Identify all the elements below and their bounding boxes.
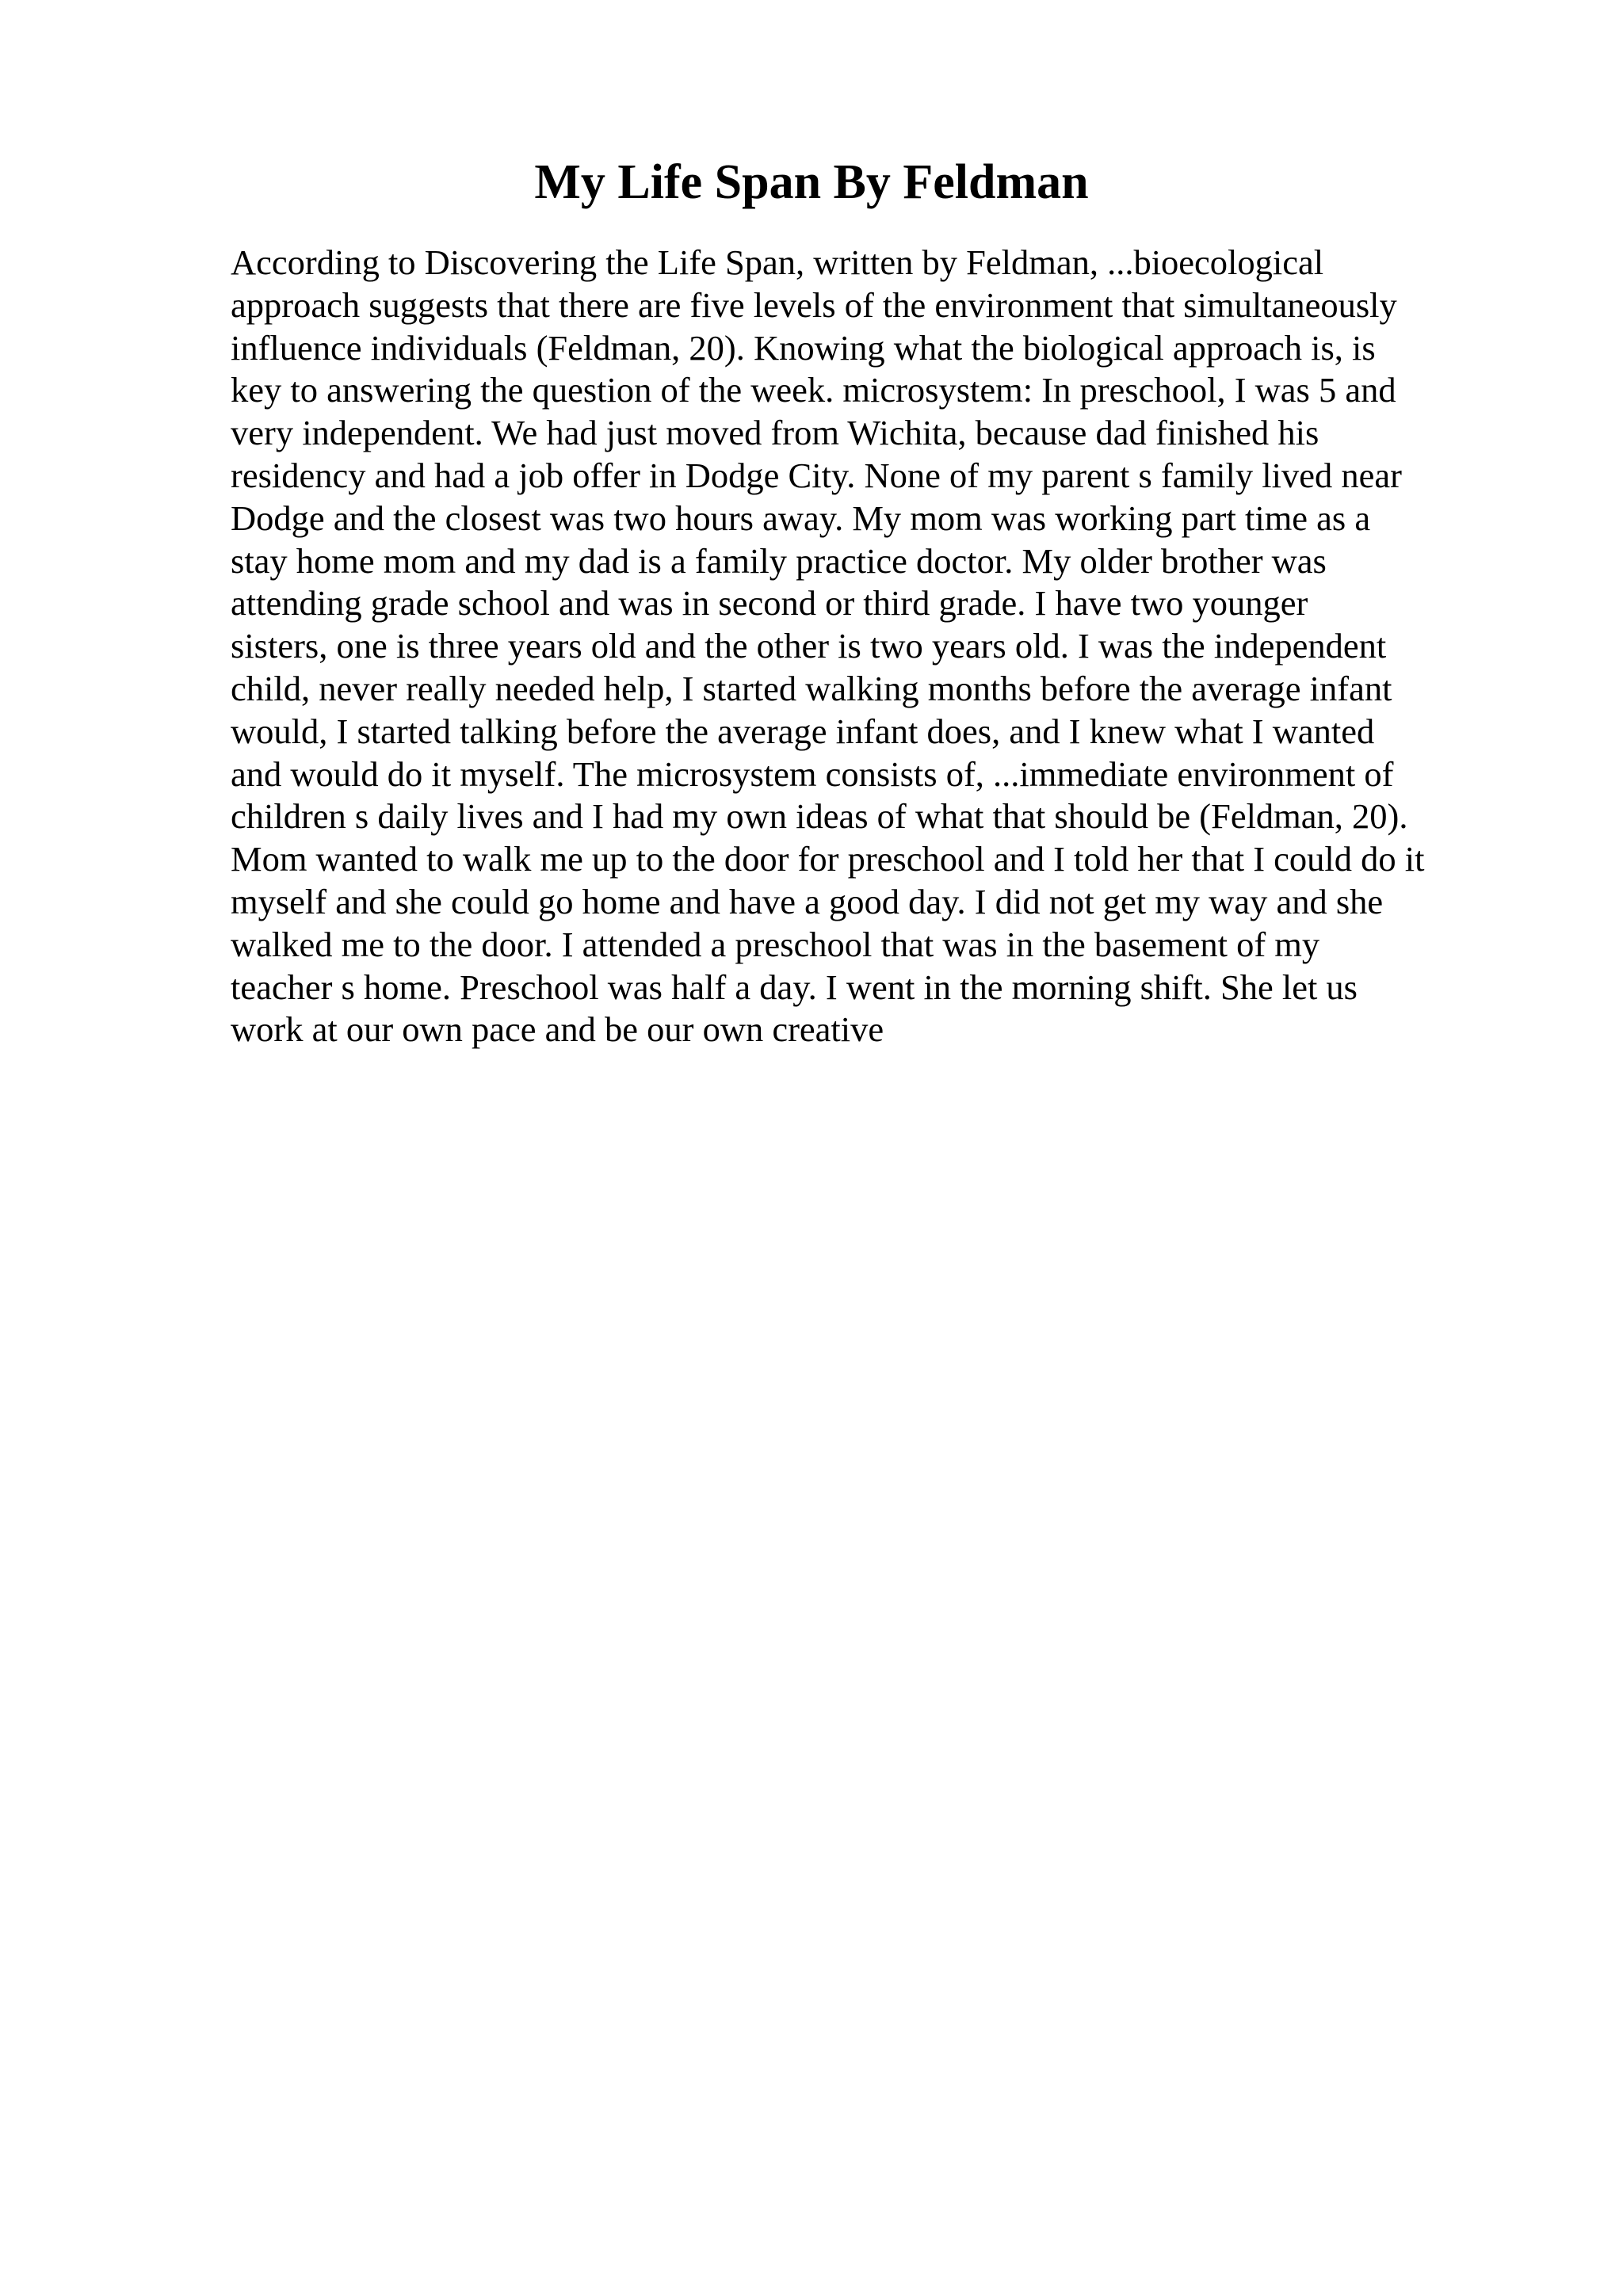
body-line: very independent. We had just moved from Wichita, because dad finished his	[231, 413, 1319, 453]
body-line: and would do it myself. The microsystem consists of, ...immediate environment of	[231, 753, 1394, 794]
body-line: sisters, one is three years old and the other is two years old. I was the independent	[231, 626, 1387, 666]
body-line: attending grade school and was in second or third grade. I have two younger	[231, 583, 1308, 624]
body-line: child, never really needed help, I started walking months before the average infant	[231, 668, 1392, 708]
body-line: would, I started talking before the average infant does, and I knew what I wanted	[231, 711, 1375, 751]
body-line: influence individuals (Feldman, 20). Knowing what the biological approach is, is	[231, 327, 1376, 368]
document-title: My Life Span By Feldman	[534, 155, 1089, 209]
body-line: work at our own pace and be our own creative	[231, 1009, 884, 1050]
body-line: stay home mom and my dad is a family practice doctor. My older brother was	[231, 540, 1327, 581]
body-line: Dodge and the closest was two hours away. My mom was working part time as a	[231, 498, 1371, 538]
body-line: approach suggests that there are five levels of the environment that simultaneously	[231, 284, 1397, 325]
body-line: myself and she could go home and have a good day. I did not get my way and she	[231, 881, 1384, 921]
body-line: residency and had a job offer in Dodge City. None of my parent s family lived near	[231, 455, 1402, 495]
document-body	[231, 242, 1514, 1051]
body-line: teacher s home. Preschool was half a day. I went in the morning shift. She let us	[231, 967, 1358, 1007]
body-line: According to Discovering the Life Span, written by Feldman, ...bioecological	[231, 242, 1324, 282]
body-line: key to answering the question of the week. microsystem: In preschool, I was 5 and	[231, 370, 1396, 410]
body-line: Mom wanted to walk me up to the door for preschool and I told her that I could do it	[231, 839, 1425, 879]
body-line: walked me to the door. I attended a preschool that was in the basement of my	[231, 924, 1320, 964]
body-line: children s daily lives and I had my own ideas of what that should be (Feldman, 20).	[231, 796, 1408, 837]
